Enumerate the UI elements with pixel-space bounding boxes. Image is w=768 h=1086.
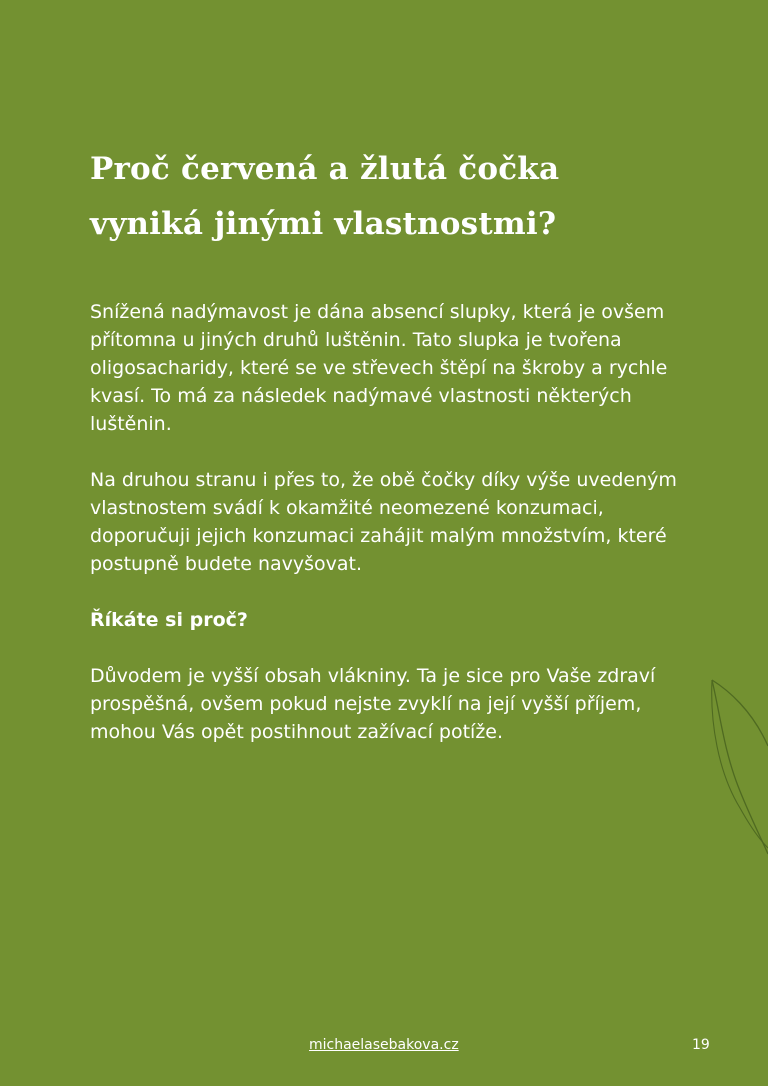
paragraph-2: Na druhou stranu i přes to, že obě čočky díky výše uvedeným vlastnostem svádí k okamžité neomezené konzumaci, doporučuji jejich konzumaci zahájit malým množstvím, které postupně budete navyšovat. xyxy=(90,469,677,575)
subheading: Říkáte si proč? xyxy=(90,609,248,631)
leaf-outline-icon-inner xyxy=(712,680,768,848)
leaf-outline-icon-outer xyxy=(712,680,768,746)
title-line-1: Proč červená a žlutá čočka xyxy=(90,151,560,187)
paragraph-3: Důvodem je vyšší obsah vlákniny. Ta je sice pro Vaše zdraví prospěšná, ovšem pokud nejste zvyklí na její vyšší příjem, mohou Vás opět postihnout zažívací potíže. xyxy=(90,665,656,743)
page-title xyxy=(90,142,690,252)
body-content xyxy=(90,298,690,746)
title-line-2: vyniká jinými vlastnostmi? xyxy=(90,206,557,242)
page-number: 19 xyxy=(692,1037,710,1053)
website-link[interactable]: michaelasebakova.cz xyxy=(309,1037,459,1053)
leaf-outline-icon-vein xyxy=(712,680,768,854)
leaf-outline-icon xyxy=(700,676,768,866)
paragraph-1: Snížená nadýmavost je dána absencí slupky, která je ovšem přítomna u jiných druhů luštěnin. Tato slupka je tvořena oligosacharidy, které se ve střevech štěpí na škroby a rychle kvasí. To má za následek nadýmavé vlastnosti některých luštěnin. xyxy=(90,301,668,435)
